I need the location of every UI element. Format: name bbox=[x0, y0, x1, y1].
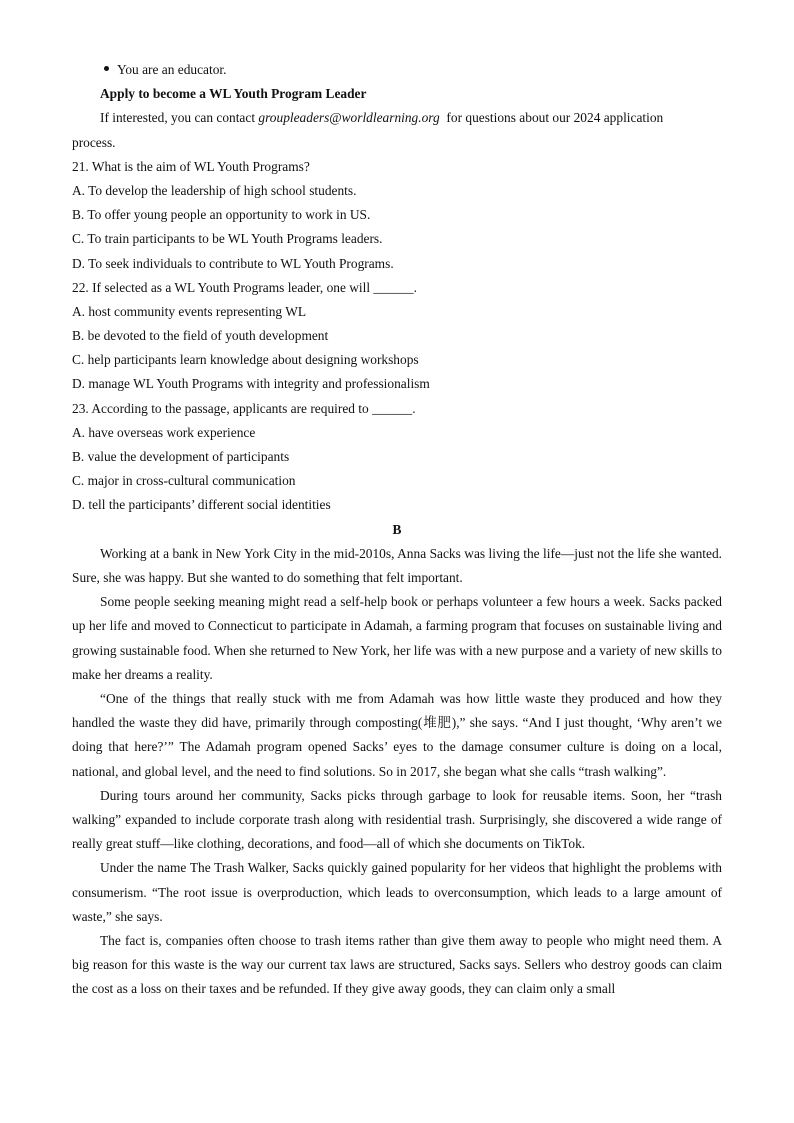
section-b-body bbox=[72, 542, 722, 1002]
contact-post: for questions about our 2024 application bbox=[439, 110, 664, 126]
section-b-label: B bbox=[392, 521, 402, 537]
contact-line-continued: process. bbox=[72, 134, 116, 150]
option-c: C. To train participants to be WL Youth Programs leaders. bbox=[72, 231, 383, 247]
option-d: D. tell the participants’ different social identities bbox=[72, 497, 331, 513]
paragraph: “One of the things that really stuck with me from Adamah was how little waste they produced and how they handled the waste they did have, primarily through composting(堆肥),” she says. “And I just thought, ‘Why aren’t we doing that here?’” The Adamah program opened Sacks’ eyes to the damage consumer culture is doing on a local, national, and global level, and the need to find solutions. So in 2017, she began what she calls “trash walking”. bbox=[72, 690, 722, 779]
contact-line bbox=[72, 106, 722, 130]
paragraph: The fact is, companies often choose to trash items rather than give them away to people who might need them. A big reason for this waste is the way our current tax laws are structured, Sacks says. Sellers who destroy goods can claim the cost as a loss on their taxes and be refunded. If they give away goods, they can claim only a small bbox=[72, 933, 722, 997]
option-a: A. To develop the leadership of high school students. bbox=[72, 182, 357, 198]
question-22 bbox=[72, 276, 722, 397]
apply-heading: Apply to become a WL Youth Program Leader bbox=[100, 86, 367, 102]
contact-email-link[interactable]: groupleaders@worldlearning.org bbox=[258, 110, 440, 126]
paragraph: Some people seeking meaning might read a self-help book or perhaps volunteer a few hours a week. Sacks packed up her life and moved to Connecticut to participate in Adamah, a farming program that focuses on sustainable living and growing sustainable food. When she returned to New York, her life was with a new purpose and a variety of new skills to make her dreams a reality. bbox=[72, 594, 722, 682]
option-b: B. To offer young people an opportunity to work in US. bbox=[72, 207, 371, 223]
option-d: D. manage WL Youth Programs with integrity and professionalism bbox=[72, 376, 430, 392]
bullet-dot-icon bbox=[104, 66, 109, 71]
option-a: A. host community events representing WL bbox=[72, 303, 307, 319]
question-23 bbox=[72, 397, 722, 518]
question-21 bbox=[72, 155, 722, 276]
paragraph: During tours around her community, Sacks picks through garbage to look for reusable items. Soon, her “trash walking” expanded to include corporate trash along with residential trash. Surprisingly, she discovered a wide range of really great stuff—like clothing, decorations, and food—all of which she documents on TikTok. bbox=[72, 787, 722, 852]
bullet-item bbox=[72, 58, 722, 82]
option-a: A. have overseas work experience bbox=[72, 424, 256, 440]
option-c: C. help participants learn knowledge about designing workshops bbox=[72, 352, 419, 368]
option-b: B. value the development of participants bbox=[72, 449, 290, 464]
paragraph: Under the name The Trash Walker, Sacks quickly gained popularity for her videos that highlight the problems with consumerism. “The root issue is overproduction, which leads to overconsumption, which leads to a large amount of waste,” she says. bbox=[72, 860, 722, 924]
option-b: B. be devoted to the field of youth development bbox=[72, 328, 329, 344]
question-stem: 22. If selected as a WL Youth Programs leader, one will ______. bbox=[72, 279, 417, 295]
option-d: D. To seek individuals to contribute to WL Youth Programs. bbox=[72, 255, 394, 271]
contact-pre: If interested, you can contact bbox=[100, 110, 259, 126]
paragraph: Working at a bank in New York City in the mid-2010s, Anna Sacks was living the life—just not the life she wanted. Sure, she was happy. But she wanted to do something that felt important. bbox=[72, 545, 722, 585]
bullet-text: You are an educator. bbox=[117, 62, 227, 77]
question-stem: 23. According to the passage, applicants are required to ______. bbox=[72, 400, 416, 416]
document-page bbox=[72, 58, 722, 1002]
option-c: C. major in cross-cultural communication bbox=[72, 473, 296, 489]
question-stem: 21. What is the aim of WL Youth Programs? bbox=[72, 158, 310, 174]
